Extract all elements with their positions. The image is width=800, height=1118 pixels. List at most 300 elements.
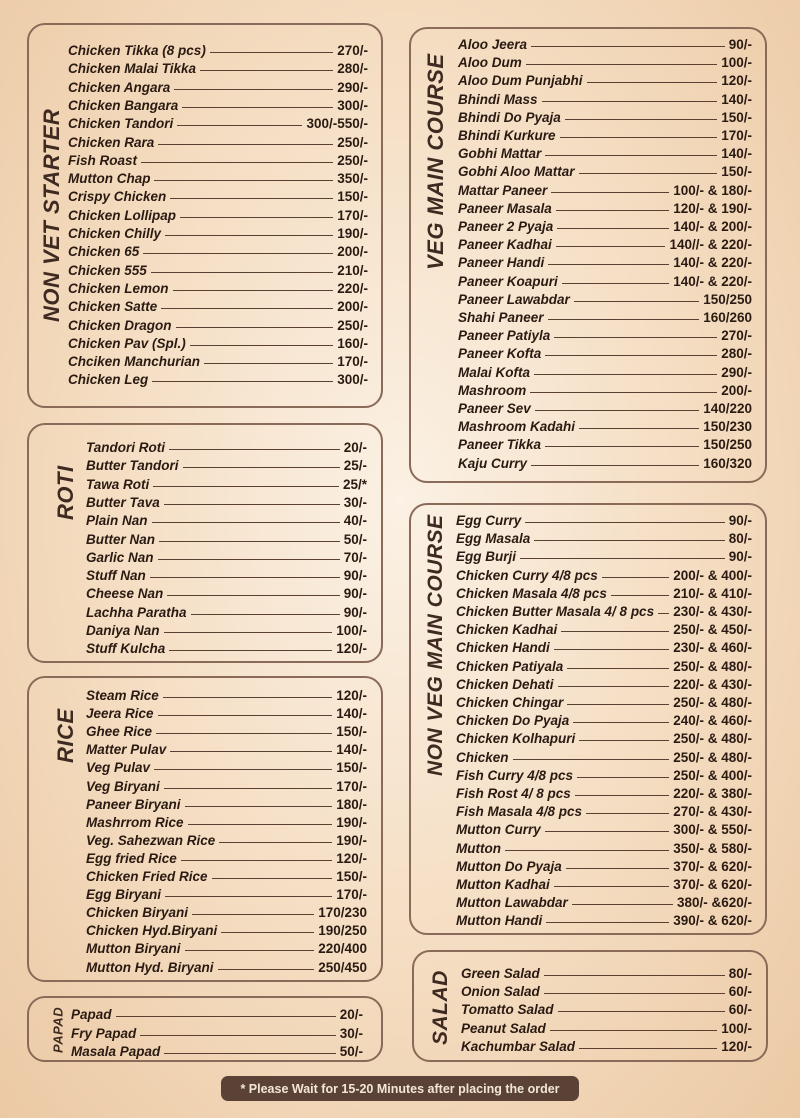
leader-line [572, 904, 673, 905]
leader-line [562, 283, 669, 284]
roti-panel [27, 423, 383, 663]
leader-line [212, 878, 333, 879]
menu-item-name: Mutton Do Pyaja [456, 858, 562, 874]
menu-item-name: Mutton Lawabdar [456, 895, 568, 911]
menu-item-name: Kachumbar Salad [461, 1038, 576, 1054]
leader-line [534, 540, 724, 541]
salad-title: SALAD [429, 970, 452, 1046]
menu-item-name: Egg Curry [456, 513, 522, 528]
menu-item [456, 583, 752, 601]
nonveg-main-panel [409, 503, 767, 935]
menu-item-name: Chicken Patiyala [456, 658, 564, 674]
menu-item [456, 528, 752, 546]
menu-item-price: 390/- & 620/- [673, 913, 752, 929]
menu-item [456, 674, 752, 692]
nonveg-starter-panel [27, 23, 383, 408]
menu-item-name: Paneer Biryani [86, 796, 181, 812]
menu-item-name: Chicken Fried Rice [86, 869, 208, 884]
menu-item-name: Paneer Sev [458, 401, 531, 416]
menu-item-price: 20/- [343, 440, 367, 455]
menu-item-name: Chicken Rara [68, 134, 155, 150]
leader-line [154, 769, 332, 770]
menu-item-price: 140/- [336, 706, 367, 722]
menu-item [456, 692, 752, 710]
menu-item [458, 271, 752, 289]
menu-item-price: 140/220 [703, 401, 752, 416]
menu-item-price: 370/- & 620/- [673, 877, 752, 892]
menu-item-price: 280/- [721, 346, 752, 362]
leader-line [152, 522, 340, 523]
leader-line [556, 246, 666, 247]
leader-line [579, 173, 718, 174]
leader-line [551, 192, 669, 193]
leader-line [154, 180, 333, 181]
menu-item-price: 190/- [336, 814, 367, 830]
menu-item-price: 150/- [336, 869, 367, 884]
leader-line [188, 824, 333, 825]
menu-item-price: 140/- [721, 91, 752, 107]
menu-item [456, 656, 752, 674]
menu-item [71, 1023, 363, 1041]
menu-item [71, 1004, 363, 1022]
menu-item [456, 783, 752, 801]
menu-item [458, 325, 752, 343]
menu-item-name: Egg Masala [456, 531, 531, 547]
menu-item-price: 170/- [336, 778, 367, 794]
leader-line [164, 1053, 335, 1054]
menu-item [458, 70, 752, 88]
menu-item [458, 234, 752, 252]
menu-item [68, 95, 368, 113]
menu-item-name: Chicken Leg [68, 372, 149, 388]
menu-item-price: 160/- [337, 335, 368, 351]
menu-item-price: 150/230 [703, 419, 752, 435]
menu-item-price: 120/- & 190/- [673, 200, 752, 216]
menu-item-price: 90/- [728, 549, 752, 565]
menu-item-price: 200/- [337, 299, 368, 315]
menu-item-name: Bhindi Mass [458, 91, 538, 107]
menu-item-name: Chicken Handi [456, 640, 550, 656]
leader-line [158, 144, 333, 145]
menu-item [86, 492, 367, 510]
menu-item [461, 963, 752, 981]
menu-item [461, 981, 752, 999]
menu-item-name: Garlic Nan [86, 549, 154, 565]
menu-item [68, 168, 368, 186]
menu-item-name: Chicken Lemon [68, 280, 169, 296]
menu-item-name: Fish Rost 4/ 8 pcs [456, 786, 571, 801]
menu-item-price: 170/- [337, 207, 368, 223]
menu-item-price: 220/- [337, 280, 368, 296]
menu-item [458, 343, 752, 361]
menu-item [86, 565, 367, 583]
menu-item-name: Mutton Handi [456, 913, 543, 929]
rice-title: RICE [53, 708, 78, 764]
menu-item [461, 1036, 752, 1054]
leader-line [558, 1011, 725, 1012]
leader-line [545, 831, 669, 832]
menu-item-price: 120/- [721, 73, 752, 89]
menu-item-name: Masala Papad [71, 1044, 161, 1059]
menu-item-price: 120/- [336, 850, 367, 866]
menu-item [86, 902, 367, 920]
roti-list [86, 437, 367, 657]
menu-item-name: Chicken Angara [68, 79, 171, 95]
menu-item [458, 362, 752, 380]
menu-item-price: 150/- [721, 109, 752, 125]
papad-panel [27, 996, 383, 1062]
menu-item-price: 240/- & 460/- [673, 713, 752, 729]
menu-item-name: Crispy Chicken [68, 189, 167, 205]
menu-item [456, 874, 752, 892]
leader-line [174, 89, 333, 90]
menu-item-name: Green Salad [461, 966, 540, 981]
veg-main-panel [409, 27, 767, 483]
menu-item-price: 100/- [721, 55, 752, 71]
menu-item [68, 205, 368, 223]
leader-line [542, 101, 718, 102]
menu-item-name: Peanut Salad [461, 1020, 546, 1036]
menu-item [458, 125, 752, 143]
menu-item [71, 1041, 363, 1059]
leader-line [169, 650, 332, 651]
menu-item-name: Lachha Paratha [86, 604, 187, 620]
menu-item-name: Chicken Kolhapuri [456, 731, 576, 747]
menu-item [68, 351, 368, 369]
menu-item-name: Mashroom Kadahi [458, 419, 576, 435]
menu-item-name: Chicken Malai Tikka [68, 61, 197, 77]
menu-item [68, 369, 368, 387]
menu-item-name: Chicken Dragon [68, 317, 172, 333]
menu-item [458, 89, 752, 107]
menu-item-price: 60/- [728, 984, 752, 1000]
menu-item-name: Chicken 65 [68, 244, 140, 260]
menu-item-name: Chicken Dehati [456, 676, 554, 692]
menu-item [458, 416, 752, 434]
menu-item-name: Chicken Butter Masala 4/ 8 pcs [456, 604, 655, 619]
menu-item-price: 250/- & 450/- [673, 622, 752, 638]
rice-panel [27, 676, 383, 982]
menu-item [456, 892, 752, 910]
menu-item [68, 77, 368, 95]
menu-item-name: Chicken Tandori [68, 116, 174, 132]
menu-item-price: 140/- & 200/- [673, 219, 752, 234]
leader-line [173, 290, 334, 291]
menu-item [86, 620, 367, 638]
menu-item-price: 150/- [337, 189, 368, 205]
menu-item-name: Mutton [456, 840, 501, 856]
menu-item [458, 34, 752, 52]
menu-item-price: 190/- [336, 832, 367, 848]
menu-item-name: Paneer Kadhai [458, 237, 552, 253]
menu-item-price: 150/250 [703, 437, 752, 453]
veg-main-title: VEG MAIN COURSE [423, 53, 448, 271]
menu-item-name: Fish Roast [68, 152, 138, 168]
leader-line [525, 522, 724, 523]
menu-item-price: 80/- [728, 531, 752, 547]
menu-item-name: Fish Masala 4/8 pcs [456, 804, 583, 820]
leader-line [611, 595, 669, 596]
leader-line [550, 1030, 717, 1031]
menu-item-price: 300/- [337, 97, 368, 113]
menu-item-price: 200/- [337, 244, 368, 260]
menu-item-price: 280/- [337, 61, 368, 77]
menu-item [86, 703, 367, 721]
menu-item [86, 848, 367, 866]
leader-line [164, 788, 332, 789]
leader-line [218, 969, 315, 970]
menu-item-name: Paneer 2 Pyaja [458, 219, 554, 234]
menu-item [456, 747, 752, 765]
menu-item-name: Mutton Kadhai [456, 877, 550, 892]
menu-item-name: Papad [71, 1007, 112, 1022]
leader-line [200, 70, 333, 71]
menu-item-price: 350/- & 580/- [673, 840, 752, 856]
leader-line [158, 715, 333, 716]
menu-item-price: 200/- & 400/- [673, 567, 752, 583]
menu-item-price: 150/250 [703, 291, 752, 307]
leader-line [575, 795, 669, 796]
leader-line [558, 686, 670, 687]
menu-item-price: 230/- & 430/- [673, 604, 752, 619]
menu-item-price: 120/- [721, 1038, 752, 1054]
menu-item [458, 252, 752, 270]
menu-item-price: 270/- [721, 328, 752, 344]
leader-line [526, 64, 717, 65]
menu-item-price: 230/- & 460/- [673, 640, 752, 656]
menu-item-name: Chicken Masala 4/8 pcs [456, 585, 607, 601]
menu-item [86, 739, 367, 757]
leader-line [579, 428, 699, 429]
menu-item-name: Paneer Handi [458, 255, 545, 271]
menu-item-name: Steam Rice [86, 688, 159, 703]
menu-item-price: 90/- [343, 568, 367, 584]
menu-item [461, 999, 752, 1017]
menu-item-price: 170/- [337, 354, 368, 370]
menu-item [86, 602, 367, 620]
menu-item-price: 50/- [339, 1044, 363, 1059]
leader-line [143, 253, 333, 254]
menu-item-price: 250/- & 480/- [673, 731, 752, 747]
menu-item-name: Butter Nan [86, 531, 156, 547]
menu-item-name: Tandori Roti [86, 440, 165, 455]
menu-item-name: Paneer Patiyla [458, 328, 551, 344]
menu-item [458, 198, 752, 216]
menu-item-price: 170/230 [318, 905, 367, 921]
leader-line [544, 993, 725, 994]
menu-item [456, 910, 752, 928]
leader-line [185, 950, 315, 951]
menu-item [86, 812, 367, 830]
leader-line [530, 392, 717, 393]
menu-item-name: Butter Tandori [86, 458, 179, 474]
menu-item [68, 241, 368, 259]
menu-item-name: Chicken Pav (Spl.) [68, 335, 186, 351]
menu-item-name: Jeera Rice [86, 706, 154, 722]
menu-item-price: 90/- [728, 513, 752, 528]
menu-item-price: 25/* [342, 476, 367, 492]
menu-item [461, 1018, 752, 1036]
leader-line [163, 697, 332, 698]
leader-line [116, 1016, 336, 1017]
leader-line [554, 337, 717, 338]
leader-line [159, 541, 340, 542]
menu-item-name: Gobhi Aloo Mattar [458, 164, 575, 180]
leader-line [191, 614, 340, 615]
menu-item-name: Bhindi Do Pyaja [458, 109, 561, 125]
menu-item-name: Chicken Do Pyaja [456, 713, 570, 729]
menu-item [456, 819, 752, 837]
leader-line [165, 235, 333, 236]
menu-item-name: Paneer Tikka [458, 437, 542, 453]
leader-line [513, 759, 670, 760]
leader-line [602, 577, 669, 578]
menu-item [456, 619, 752, 637]
menu-item [458, 307, 752, 325]
menu-item-name: Paneer Koapuri [458, 273, 558, 289]
leader-line [192, 914, 314, 915]
menu-item [86, 638, 367, 656]
salad-panel [412, 950, 768, 1062]
leader-line [566, 868, 669, 869]
leader-line [151, 272, 333, 273]
menu-item [86, 884, 367, 902]
menu-item-name: Chicken Curry 4/8 pcs [456, 567, 598, 583]
menu-item-price: 140/- & 220/- [673, 273, 752, 289]
menu-item [68, 278, 368, 296]
menu-item-price: 290/- [337, 79, 368, 95]
menu-item-name: Fish Curry 4/8 pcs [456, 767, 574, 783]
menu-item-price: 300/- & 550/- [673, 822, 752, 838]
leader-line [545, 155, 717, 156]
leader-line [156, 733, 332, 734]
menu-item [86, 866, 367, 884]
menu-item-name: Matter Pulav [86, 742, 167, 758]
leader-line [219, 842, 332, 843]
menu-item-name: Chicken Chilly [68, 226, 162, 241]
menu-item-name: Aloo Dum Punjabhi [458, 73, 583, 89]
menu-item-price: 210/- [337, 262, 368, 278]
menu-item-name: Egg Biryani [86, 887, 162, 903]
menu-item [86, 455, 367, 473]
papad-title: PAPAD [50, 1006, 66, 1054]
menu-item-name: Bhindi Kurkure [458, 128, 556, 143]
menu-item-price: 40/- [343, 513, 367, 529]
menu-item-price: 170/- [336, 887, 367, 903]
menu-item [86, 957, 367, 975]
menu-item-price: 90/- [728, 37, 752, 52]
menu-item [458, 380, 752, 398]
menu-item-name: Mattar Paneer [458, 182, 548, 198]
leader-line [164, 632, 333, 633]
menu-item-name: Mutton Curry [456, 822, 541, 838]
menu-item-price: 100/- [721, 1020, 752, 1036]
menu-item-name: Plain Nan [86, 513, 148, 529]
leader-line [545, 355, 717, 356]
leader-line [153, 486, 339, 487]
menu-item-price: 370/- & 620/- [673, 858, 752, 874]
menu-item-name: Mutton Biryani [86, 941, 181, 957]
menu-item [86, 529, 367, 547]
menu-item-price: 150/- [336, 760, 367, 776]
menu-item [68, 58, 368, 76]
leader-line [560, 137, 718, 138]
menu-item [458, 180, 752, 198]
menu-item-price: 220/400 [318, 941, 367, 957]
menu-item-name: Chicken Lollipap [68, 207, 177, 223]
menu-item [456, 546, 752, 564]
menu-item-price: 270/- & 430/- [673, 804, 752, 820]
leader-line [567, 704, 669, 705]
menu-item-name: Chicken 555 [68, 262, 147, 278]
menu-item-name: Mashrrom Rice [86, 814, 184, 830]
rice-list [86, 685, 367, 975]
leader-line [170, 751, 332, 752]
menu-item-price: 380/- &620/- [676, 895, 752, 911]
menu-item-name: Mutton Chap [68, 171, 151, 187]
menu-item-name: Paneer Lawabdar [458, 291, 570, 307]
menu-item-price: 250/- [337, 317, 368, 333]
leader-line [561, 631, 669, 632]
menu-item [86, 685, 367, 703]
leader-line [152, 381, 333, 382]
menu-item-price: 270/- [337, 43, 368, 58]
leader-line [544, 975, 725, 976]
menu-item-price: 100/- & 180/- [673, 182, 752, 198]
menu-item-price: 120/- [336, 688, 367, 703]
menu-item-name: Chciken Manchurian [68, 354, 201, 370]
menu-item [68, 113, 368, 131]
leader-line [535, 410, 699, 411]
menu-item-price: 170/- [721, 128, 752, 143]
leader-line [158, 559, 340, 560]
menu-item-price: 30/- [339, 1025, 363, 1041]
leader-line [548, 264, 669, 265]
menu-item-name: Ghee Rice [86, 724, 153, 740]
leader-line [577, 777, 669, 778]
nonveg-starter-title: NON VET STARTER [39, 108, 64, 322]
menu-item-price: 220/- & 380/- [673, 786, 752, 801]
leader-line [150, 577, 340, 578]
leader-line [545, 446, 699, 447]
menu-item [456, 856, 752, 874]
menu-item-name: Daniya Nan [86, 623, 160, 638]
menu-item-name: Chicken Kadhai [456, 622, 558, 638]
menu-item [86, 757, 367, 775]
leader-line [165, 896, 332, 897]
menu-item [68, 296, 368, 314]
leader-line [169, 449, 340, 450]
menu-item-price: 160/320 [703, 455, 752, 471]
leader-line [164, 504, 340, 505]
menu-item-name: Chicken Chingar [456, 695, 564, 710]
menu-item [86, 510, 367, 528]
leader-line [548, 319, 700, 320]
leader-line [574, 301, 699, 302]
menu-item-price: 140/- & 220/- [673, 255, 752, 271]
menu-item-name: Veg. Sahezwan Rice [86, 832, 216, 848]
menu-item-name: Mutton Hyd. Biryani [86, 959, 214, 975]
roti-title: ROTI [53, 465, 78, 521]
leader-line [531, 46, 725, 47]
leader-line [546, 922, 669, 923]
menu-item-price: 290/- [721, 364, 752, 380]
nonveg-main-list [456, 510, 752, 930]
menu-item [68, 315, 368, 333]
leader-line [167, 595, 339, 596]
menu-item [68, 260, 368, 278]
menu-item-price: 160/260 [703, 310, 752, 325]
